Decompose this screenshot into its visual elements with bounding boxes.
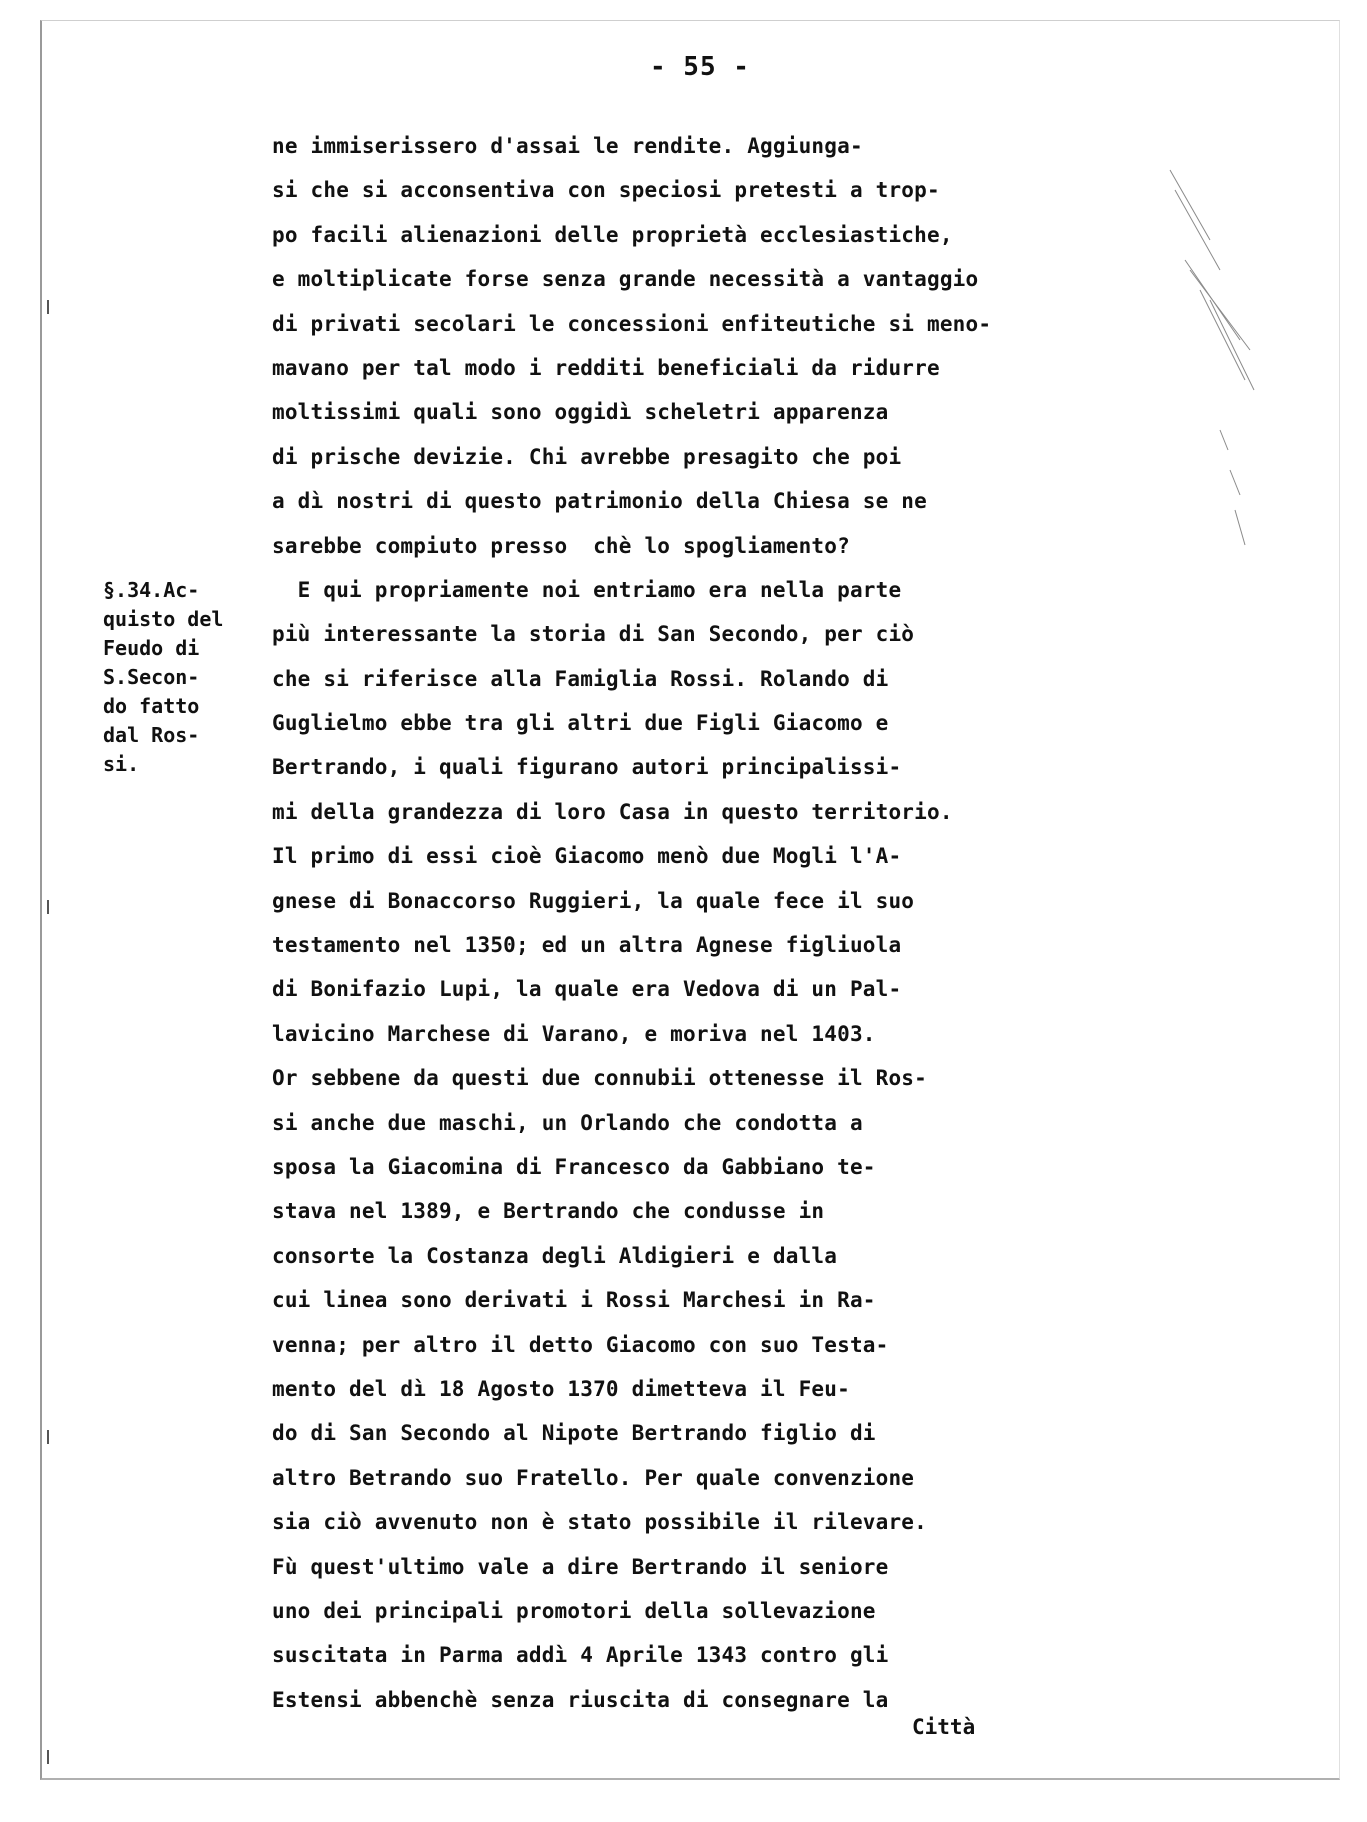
- text-line: di privati secolari le concessioni enfiteutiche si meno-: [272, 311, 992, 336]
- scan-noise: [1150, 150, 1260, 570]
- text-line: gnese di Bonaccorso Ruggieri, la quale fece il suo: [272, 888, 915, 913]
- margin-note-line: do fatto: [103, 694, 200, 718]
- margin-note-line: quisto del: [103, 607, 224, 631]
- catchword: Città: [912, 1715, 976, 1739]
- text-line: mavano per tal modo i redditi beneficiali da ridurre: [272, 355, 940, 380]
- text-line: a dì nostri di questo patrimonio della Chiesa se ne: [272, 489, 927, 514]
- text-line: venna; per altro il detto Giacomo con suo Testa-: [272, 1332, 889, 1357]
- text-line: cui linea sono derivati i Rossi Marchesi in Ra-: [272, 1288, 876, 1313]
- body-text: [272, 124, 991, 1722]
- text-line: ne immiserissero d'assai le rendite. Aggiunga-: [272, 134, 863, 158]
- text-line: Or sebbene da questi due connubii ottenesse il Ros-: [272, 1066, 927, 1091]
- text-line: Bertrando, i quali figurano autori principalissi-: [272, 755, 902, 780]
- text-line: altro Betrando suo Fratello. Per quale convenzione: [272, 1465, 915, 1490]
- text-line: sarebbe compiuto presso chè lo spogliamento?: [272, 533, 850, 558]
- margin-note-line: S.Secon-: [103, 665, 200, 689]
- text-line: che si riferisce alla Famiglia Rossi. Rolando di: [272, 666, 889, 691]
- text-line: sia ciò avvenuto non è stato possibile il rilevare.: [272, 1510, 927, 1535]
- text-line: mi della grandezza di loro Casa in questo territorio.: [272, 799, 953, 824]
- margin-note-line: §.34.Ac-: [103, 578, 200, 602]
- text-line: uno dei principali promotori della sollevazione: [272, 1598, 876, 1623]
- text-line: po facili alienazioni delle proprietà ecclesiastiche,: [272, 222, 953, 247]
- text-line: di Bonifazio Lupi, la quale era Vedova di un Pal-: [272, 977, 902, 1002]
- text-line: mento del dì 18 Agosto 1370 dimetteva il Feu-: [272, 1376, 850, 1401]
- text-line: Il primo di essi cioè Giacomo menò due Mogli l'A-: [272, 844, 902, 869]
- text-line: consorte la Costanza degli Aldigieri e dalla: [272, 1243, 838, 1268]
- text-line: di prische devizie. Chi avrebbe presagito che poi: [272, 444, 902, 469]
- text-line: Estensi abbenchè senza riuscita di consegnare la: [272, 1687, 889, 1712]
- text-line: lavicino Marchese di Varano, e moriva nel 1403.: [272, 1021, 876, 1046]
- text-line: Fù quest'ultimo vale a dire Bertrando il seniore: [272, 1554, 889, 1579]
- text-line: si anche due maschi, un Orlando che condotta a: [272, 1110, 863, 1135]
- text-line: moltissimi quali sono oggidì scheletri apparenza: [272, 400, 889, 425]
- margin-note-line: Feudo di: [103, 636, 200, 660]
- text-line: do di San Secondo al Nipote Bertrando figlio di: [272, 1421, 876, 1446]
- edge-marks: [40, 300, 60, 1800]
- margin-note: [103, 576, 223, 779]
- text-line: E qui propriamente noi entriamo era nella parte: [272, 577, 902, 602]
- text-line: più interessante la storia di San Secondo, per ciò: [272, 622, 915, 647]
- text-line: Guglielmo ebbe tra gli altri due Figli Giacomo e: [272, 711, 889, 736]
- page-number: - 55 -: [650, 52, 750, 82]
- text-line: suscitata in Parma addì 4 Aprile 1343 contro gli: [272, 1643, 889, 1668]
- text-line: stava nel 1389, e Bertrando che condusse in: [272, 1199, 825, 1224]
- margin-note-line: dal Ros-: [103, 723, 200, 747]
- margin-note-line: si.: [103, 752, 140, 776]
- text-line: e moltiplicate forse senza grande necessità a vantaggio: [272, 267, 979, 292]
- text-line: si che si acconsentiva con speciosi pretesti a trop-: [272, 178, 940, 203]
- text-line: sposa la Giacomina di Francesco da Gabbiano te-: [272, 1154, 876, 1179]
- text-line: testamento nel 1350; ed un altra Agnese figliuola: [272, 933, 902, 958]
